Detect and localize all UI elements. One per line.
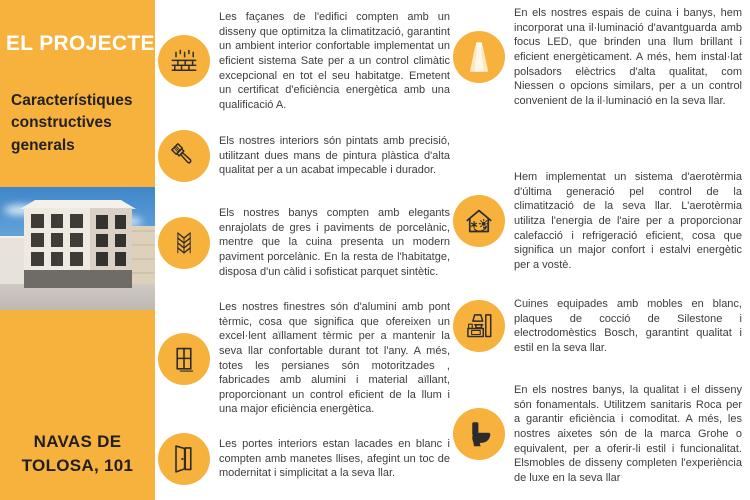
feature-icon-wrap xyxy=(157,217,211,269)
facade-windows xyxy=(31,214,83,266)
feature-icon-wrap xyxy=(157,433,211,485)
neighbor-building-left xyxy=(0,236,26,286)
building-photo xyxy=(0,187,155,310)
parquet-herringbone-icon xyxy=(158,217,210,269)
sidebar-footer xyxy=(0,310,155,500)
building-window xyxy=(51,214,64,228)
building-window xyxy=(115,215,127,229)
feature-row xyxy=(452,297,742,356)
feature-icon-wrap xyxy=(452,195,506,247)
building-window xyxy=(31,252,44,266)
feature-icon-wrap xyxy=(452,300,506,352)
paintbrush-icon xyxy=(158,130,210,182)
feature-row xyxy=(452,383,742,485)
feature-row xyxy=(157,206,450,279)
building-window xyxy=(96,252,108,266)
feature-icon-wrap xyxy=(452,408,506,460)
feature-text: Els nostres banys compten amb elegants enrajolats de gres i paviments de porcelànic, mentre que la cuina presenta un modern paviment porcelànic. En la resta de l'habitatge, disposa d'un càlid i sofisticat parquet sintètic. xyxy=(219,207,450,278)
building-window xyxy=(70,214,83,228)
window-icon xyxy=(158,333,210,385)
feature-text: En els nostres banys, la qualitat i el disseny són fonamentals. Utilitzem sanitaris Roca per a garantir eficiència i comoditat. A més, les nostres aixetes són de la marca Grohe o equivalent, per a oferir-li estil i funcionalitat. Elsmobles de disseny completen l'experiència de luxe en la seva llar xyxy=(514,384,742,484)
feature-text: Els nostres interiors són pintats amb precisió, utilitzant dues mans de pintura plàstica d'alta qualitat per a un acabat impecable i durador. xyxy=(219,135,450,177)
building-window xyxy=(115,234,127,248)
building-window xyxy=(70,233,83,247)
kitchen-icon xyxy=(453,300,505,352)
feature-text: Cuines equipades amb mobles en blanc, plaques de cocció de Silestone i electrodomèstics Bosch, garantint qualitat i estil en la seva llar. xyxy=(514,298,742,354)
building-window xyxy=(51,252,64,266)
feature-row xyxy=(157,433,450,485)
feature-row xyxy=(452,6,742,108)
building-window xyxy=(96,215,108,229)
feature-text: Hem implementat un sistema d'aerotèrmia d'última generació pel control de la climatització de la seva llar. L'aerotèrmia utilitza l'energia de l'aire per a proporcionar calefacció i refrigeració eficient, cosa que significa un major confort i estalvi energètic per a vostè. xyxy=(514,171,742,271)
features-column-left xyxy=(157,0,450,500)
facade-windows xyxy=(96,215,126,266)
main-building xyxy=(24,200,132,288)
feature-row xyxy=(157,130,450,182)
feature-icon-wrap xyxy=(452,31,506,83)
door-icon xyxy=(158,433,210,485)
feature-text: Les façanes de l'edifici compten amb un disseny que optimitza la climatització, garantint un ambient interior confortable implementat un eficient sistema Sate per a un control climàtic excepcional en tot el seu habitatge. Emetent un certificat d'eficiència energètica amb una qualificació A. xyxy=(219,11,450,111)
feature-text: Les portes interiors estan lacades en blanc i compten amb manetes llises, afegint un toc de modernitat i simplicitat a la seva llar. xyxy=(219,438,450,480)
feature-icon-wrap xyxy=(157,35,211,87)
feature-icon-wrap xyxy=(157,333,211,385)
neighbor-building-right xyxy=(131,226,155,286)
building-window xyxy=(31,214,44,228)
feature-row xyxy=(157,300,450,417)
feature-row xyxy=(157,10,450,112)
building-window xyxy=(115,252,127,266)
building-window xyxy=(70,252,83,266)
project-address: NAVAS DE TOLOSA, 101 xyxy=(21,432,134,475)
feature-icon-wrap xyxy=(157,130,211,182)
sidebar-header xyxy=(0,0,155,187)
building-ground-floor xyxy=(24,270,132,288)
building-window xyxy=(96,234,108,248)
building-window xyxy=(31,233,44,247)
house-climate-icon xyxy=(453,195,505,247)
page-title: EL PROJECTE xyxy=(6,32,155,55)
toilet-icon xyxy=(453,408,505,460)
feature-text: Les nostres finestres són d'alumini amb pont tèrmic, cosa que significa que ofereixen un excel·lent aïllament tèrmic per a mantenir la seva llar confortable durant tot l'any. A més, totes les persianes són motoritzades , fabricades amb alumini i material aïllant, proporcionant un control eficient de la llum i una major eficiència energètica. xyxy=(219,301,450,416)
building-window xyxy=(51,233,64,247)
brick-wall-icon xyxy=(158,35,210,87)
features-column-right xyxy=(452,0,742,500)
feature-text: En els nostres espais de cuina i banys, hem incorporat una il·luminació d'avantguarda amb focus LED, que brinden una llum brillant i eficient energèticament. A més, hem instal·lat polsadors elèctrics d'alta qualitat, com Niessen o opcions similars, per a un control convenient de la il·luminació en la seva llar. xyxy=(514,7,742,107)
feature-row xyxy=(452,170,742,272)
page-subtitle: Característiques constructives generals xyxy=(11,92,133,154)
light-beam-icon xyxy=(453,31,505,83)
